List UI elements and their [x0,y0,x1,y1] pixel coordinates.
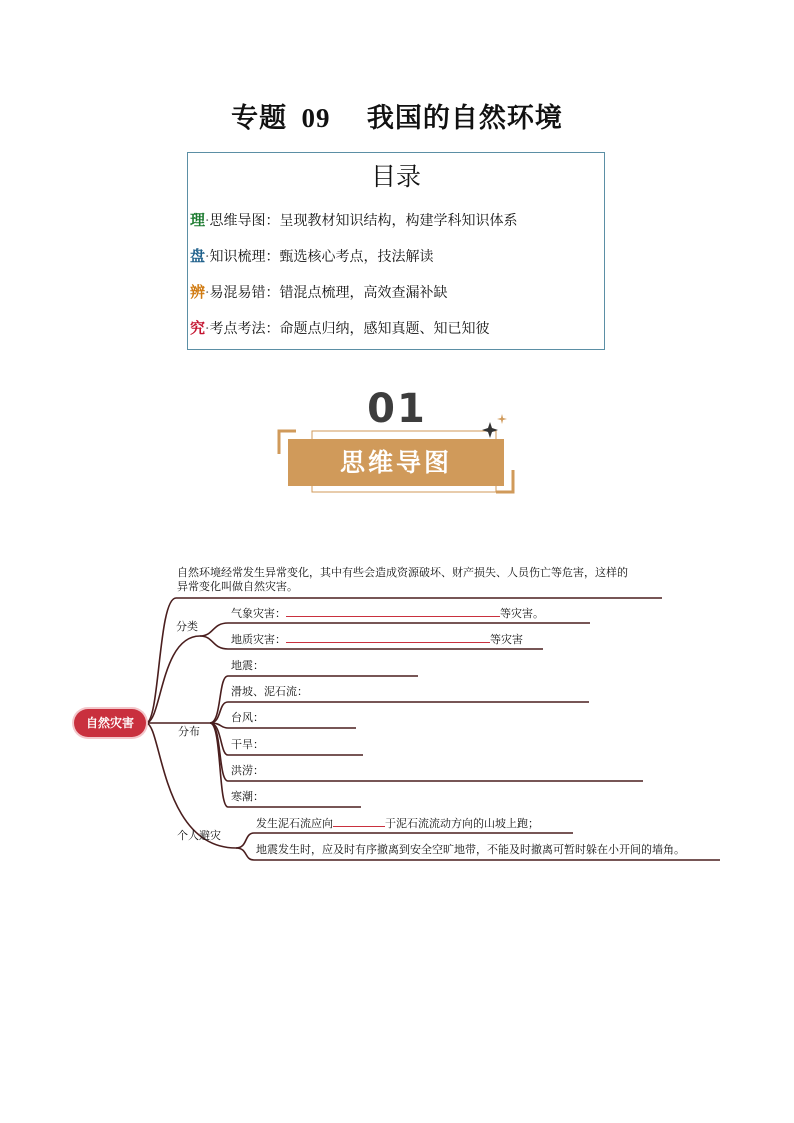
branch-evacuation: 个人避灾 [177,829,221,842]
toc-name: 思维导图 [209,213,266,229]
classify-geo [231,632,523,647]
section-number: 01 [367,386,427,432]
mindmap-root: 自然灾害 [74,709,146,737]
geo-suffix: 等灾害 [490,633,523,646]
toc-desc: ：命题点归纳，感知真题、知已知彼 [265,321,490,337]
distribution-item: 洪涝： [231,764,264,777]
toc-item: 辨·易混易错：错混点梳理，高效查漏补缺 [190,283,448,301]
section-banner: 思维导图 [288,439,504,486]
toc-mark: 究 [190,319,206,337]
toc-desc: ：呈现教材知识结构，构建学科知识体系 [265,213,518,229]
title-subtitle: 我国的自然环境 [366,103,563,134]
title-number: 09 [301,103,331,133]
title-prefix: 专题 [231,103,288,134]
distribution-item: 寒潮： [231,790,264,803]
distribution-item: 滑坡、泥石流： [231,685,308,698]
evac-text-b: 于泥石流流动方向的山坡上跑； [385,817,539,830]
toc-item: 盘·知识梳理：甄选核心考点，技法解读 [190,247,434,265]
toc-mark: 辨 [190,283,206,301]
evac-text-a: 发生泥石流应向 [256,817,333,830]
fill-blank [286,632,490,643]
branch-classify: 分类 [176,620,198,633]
weather-label: 气象灾害： [231,607,286,620]
geo-label: 地质灾害： [231,633,286,646]
toc-desc: ：错混点梳理，高效查漏补缺 [265,285,448,301]
classify-weather [231,606,544,621]
toc-item: 理·思维导图：呈现教材知识结构，构建学科知识体系 [190,211,518,229]
distribution-item: 干旱： [231,738,264,751]
intro-text: 异常变化叫做自然灾害。 [177,580,298,593]
weather-suffix: 等灾害。 [500,607,544,620]
branch-distribution: 分布 [178,725,200,738]
toc-heading: 目录 [370,162,421,191]
toc-mark: 理 [190,211,206,229]
toc-mark: 盘 [190,247,206,265]
toc-desc: ：甄选核心考点，技法解读 [265,249,434,265]
evacuation-line-2: 地震发生时，应及时有序撤离到安全空旷地带，不能及时撤离可暂时躲在小开间的墙角。 [256,843,685,856]
distribution-item: 台风： [231,711,264,724]
fill-blank [286,606,500,617]
toc-name: 易混易错 [209,285,266,301]
intro-text: 自然环境经常发生异常变化，其中有些会造成资源破坏、财产损失、人员伤亡等危害，这样的 [177,566,628,579]
toc-item: 究·考点考法：命题点归纳，感知真题、知已知彼 [190,319,490,337]
distribution-item: 地震： [231,659,264,672]
toc-name: 考点考法 [209,321,266,337]
evacuation-line-1 [256,816,539,831]
toc-name: 知识梳理 [209,249,266,265]
fill-blank [333,816,385,827]
